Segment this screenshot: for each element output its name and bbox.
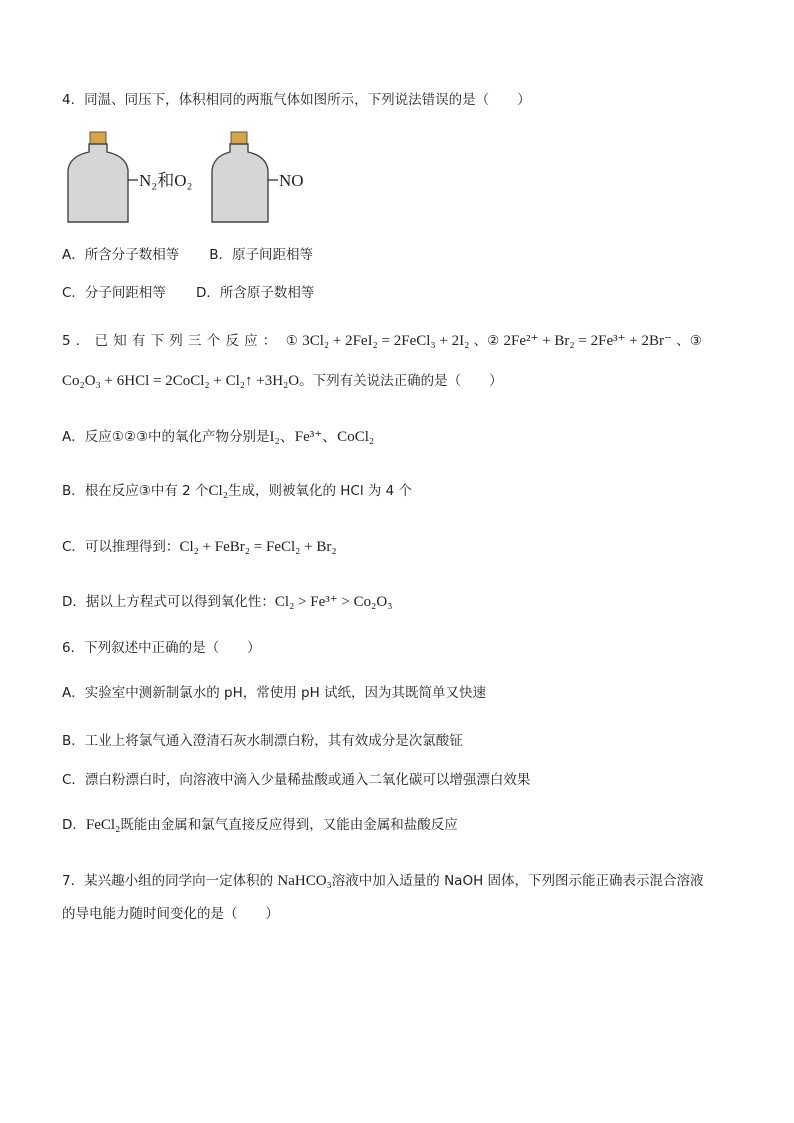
q4-option-b: B．原子间距相等 [209,247,314,263]
q4-options-row2 [62,283,314,303]
q6-stem: 6．下列叙述中正确的是（ ） [62,640,261,656]
q5-option-a: A．反应①②③中的氧化产物分别是I₂、Fe³⁺、CoCl₂ [62,429,375,445]
q4-option-d: D．所含原子数相等 [195,285,315,301]
q7-stem-line1: 7．某兴趣小组的同学向一定体积的 NaHCO₃溶液中加入适量的 NaOH 固体，下列图示能正确表示混合溶液 [62,873,704,889]
q4-option-a: A．所含分子数相等 [62,247,180,263]
q6-option-a: A．实验室中测新制氯水的 pH，常使用 pH 试纸，因为其既简单又快速 [62,685,487,701]
q6-option-b: B．工业上将氯气通入澄清石灰水制漂白粉，其有效成分是次氯酸钲 [62,733,463,749]
q4-stem: 4．同温、同压下，体积相同的两瓶气体如图所示，下列说法错误的是（ ） [62,92,531,108]
reaction-1: 3Cl₂ + 2FeI₂ = 2FeCl₃ + 2I₂ [302,333,470,349]
bottle-n2-o2 [68,132,192,222]
q5-option-b: B．根在反应③中有 2 个Cl₂生成，则被氧化的 HCl 为 4 个 [62,483,413,499]
q6-option-c: C．漂白粉漂白时，向溶液中滴入少量稀盐酸或通入二氧化碳可以增强漂白效果 [62,772,531,788]
gas-bottles-figure [66,130,306,228]
q5-stem-line2: Co₂O₃ + 6HCl = 2CoCl₂ + Cl₂↑ +3H₂O。下列有关说法正确的是（ ） [62,373,503,389]
bottle-no [212,132,304,222]
reaction-2: 2Fe²⁺ + Br₂ = 2Fe³⁺ + 2Br⁻ [503,333,672,349]
bottle1-label: N₂和O₂ [139,171,193,190]
q6-option-d: D．FeCl₂既能由金属和氯气直接反应得到，又能由金属和盐酸反应 [62,817,458,833]
reaction-3: Co₂O₃ + 6HCl = 2CoCl₂ + Cl₂↑ +3H₂O [62,373,300,389]
q5-stem-line1: 5．已知有下列三个反应： ① 3Cl₂ + 2FeI₂ = 2FeCl₃ + 2I₂ 、② 2Fe²⁺ + Br₂ = 2Fe³⁺ + 2Br⁻ 、③ [62,333,702,349]
bottle2-label: NO [279,171,304,190]
q5-option-c: C．可以推理得到：Cl₂ + FeBr₂ = FeCl₂ + Br₂ [62,539,337,555]
q5-option-d: D．据以上方程式可以得到氧化性：Cl₂ > Fe³⁺ > Co₂O₃ [62,594,393,610]
q7-stem-line2: 的导电能力随时间变化的是（ ） [62,906,279,922]
q4-options-row1 [62,245,313,265]
q4-option-c: C．分子间距相等 [62,285,166,301]
